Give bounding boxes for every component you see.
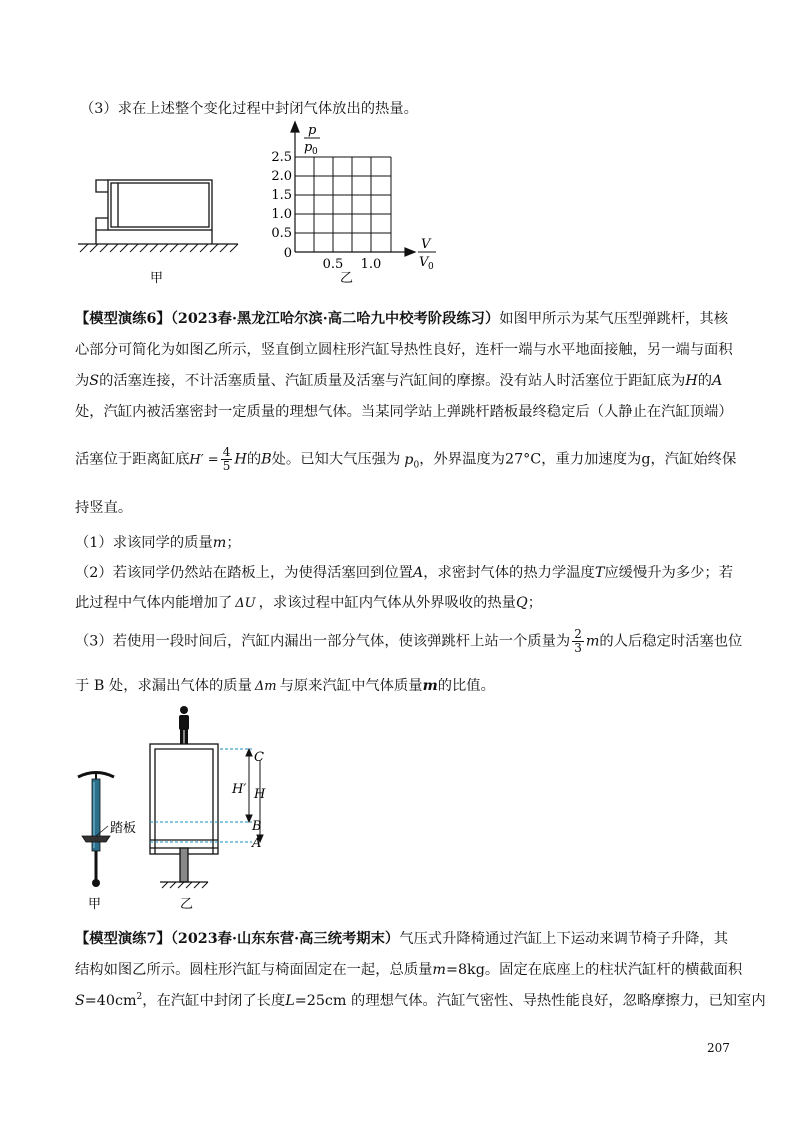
pogo-stick-diagram — [78, 772, 114, 887]
m6-q3-line-2: 于 B 处，求漏出气体的质量 Δm 与原来汽缸中气体质量m的比值。 — [75, 678, 495, 694]
y-tick: 2.5 — [271, 150, 292, 165]
x-tick: 1.0 — [360, 257, 382, 272]
origin-label: 0 — [283, 246, 292, 261]
m6-line-6: 持竖直。 — [75, 500, 133, 516]
fig1-y-ticks — [271, 150, 292, 261]
svg-text:0: 0 — [312, 147, 318, 157]
pedal-label: 踏板 — [110, 821, 137, 836]
person-icon — [179, 706, 189, 744]
m7-line-3: $S=40cm^2$，在汽缸中封闭了长度L=25cm 的理想气体。汽缸气密性、导热性能良好，忽略摩擦力，已知室内 — [75, 992, 766, 1009]
question-3-text: （3）求在上述整个变化过程中封闭气体放出的热量。 — [80, 101, 418, 117]
fig1-y-label — [304, 123, 320, 157]
y-tick: 2.0 — [271, 169, 292, 184]
label-B: B — [252, 819, 262, 834]
page-number: 207 — [707, 1041, 730, 1055]
figure-2 — [0, 700, 800, 912]
fig1-x-label — [418, 237, 436, 272]
fig1-cylinder-diagram — [78, 180, 238, 252]
m6-line-3: 为S的活塞连接，不计活塞质量、汽缸质量及活塞与汽缸间的摩擦。没有站人时活塞位于距缸底为H的A — [75, 373, 723, 389]
fig1-jia-label: 甲 — [150, 271, 164, 286]
svg-text:0: 0 — [428, 262, 434, 272]
m7-tag: 【模型演练7】 — [75, 931, 171, 947]
m6-source: （2023春·黑龙江哈尔滨·高二哈九中校考阶段练习） — [170, 311, 500, 327]
m6-q2-line-1: （2）若该同学仍然站在踏板上，为使得活塞回到位置A，求密封气体的热力学温度T应缓慢升为多少；若 — [75, 565, 734, 581]
figure-1 — [0, 0, 800, 300]
y-tick: 0.5 — [271, 226, 292, 241]
fig1-x-ticks — [323, 257, 382, 272]
m6-q2-line-2: 此过程中气体内能增加了 ΔU ，求该过程中缸内气体从外界吸收的热量Q； — [75, 595, 542, 611]
m6-tag: 【模型演练6】 — [75, 311, 171, 327]
label-C: C — [254, 750, 264, 765]
fig1-yi-label: 乙 — [340, 271, 354, 286]
fig2-yi-label: 乙 — [180, 897, 194, 912]
m6-line-4: 处，汽缸内被活塞密封一定质量的理想气体。当某同学站上弹跳杆踏板最终稳定后（人静止在汽缸顶端） — [75, 404, 733, 420]
m6-line-1: 【模型演练6】（2023春·黑龙江哈尔滨·高二哈九中校考阶段练习）如图甲所示为某气压型弹跳杆，其核 — [75, 311, 729, 327]
label-A: A — [252, 836, 262, 851]
m7-source: （2023春·山东东营·高三统考期末） — [170, 931, 400, 947]
label-H: H — [254, 787, 266, 802]
m6-q3-line-1: （3）若使用一段时间后，汽缸内漏出一部分气体，使该弹跳杆上站一个质量为 $\frac{2}{3}$ m的人后稳定时活塞也位 — [75, 627, 743, 655]
x-tick: 0.5 — [322, 257, 344, 272]
svg-text:p: p — [304, 140, 313, 155]
m7-line-1: 【模型演练7】（2023春·山东东营·高三统考期末）气压式升降椅通过汽缸上下运动来调节椅子升降，其 — [75, 931, 729, 947]
svg-text:V: V — [419, 255, 429, 270]
fig2-jia-label: 甲 — [88, 897, 102, 912]
m6-line-5: 活塞位于距离缸底H′ = $\frac{4}{5}$ H的B处。已知大气压强为 $p_0$，外界温度为27°C，重力加速度为g，汽缸始终保 — [75, 445, 737, 473]
svg-text:p: p — [308, 123, 317, 138]
m6-line-2: 心部分可简化为如图乙所示，竖直倒立圆柱形汽缸导热性良好，连杆一端与水平地面接触，另一端与面积 — [75, 342, 733, 358]
y-tick: 1.5 — [271, 188, 292, 203]
m7-line-2: 结构如图乙所示。圆柱形汽缸与椅面固定在一起，总质量m=8kg。固定在底座上的柱状汽缸杆的横截面积 — [75, 962, 743, 978]
label-H-prime: H′ — [232, 782, 247, 797]
y-tick: 1.0 — [271, 207, 292, 222]
svg-text:V: V — [421, 237, 431, 252]
m6-q1: （1）求该同学的质量m； — [75, 535, 241, 551]
inverted-cylinder-diagram — [150, 744, 218, 888]
fig1-grid — [295, 157, 391, 252]
